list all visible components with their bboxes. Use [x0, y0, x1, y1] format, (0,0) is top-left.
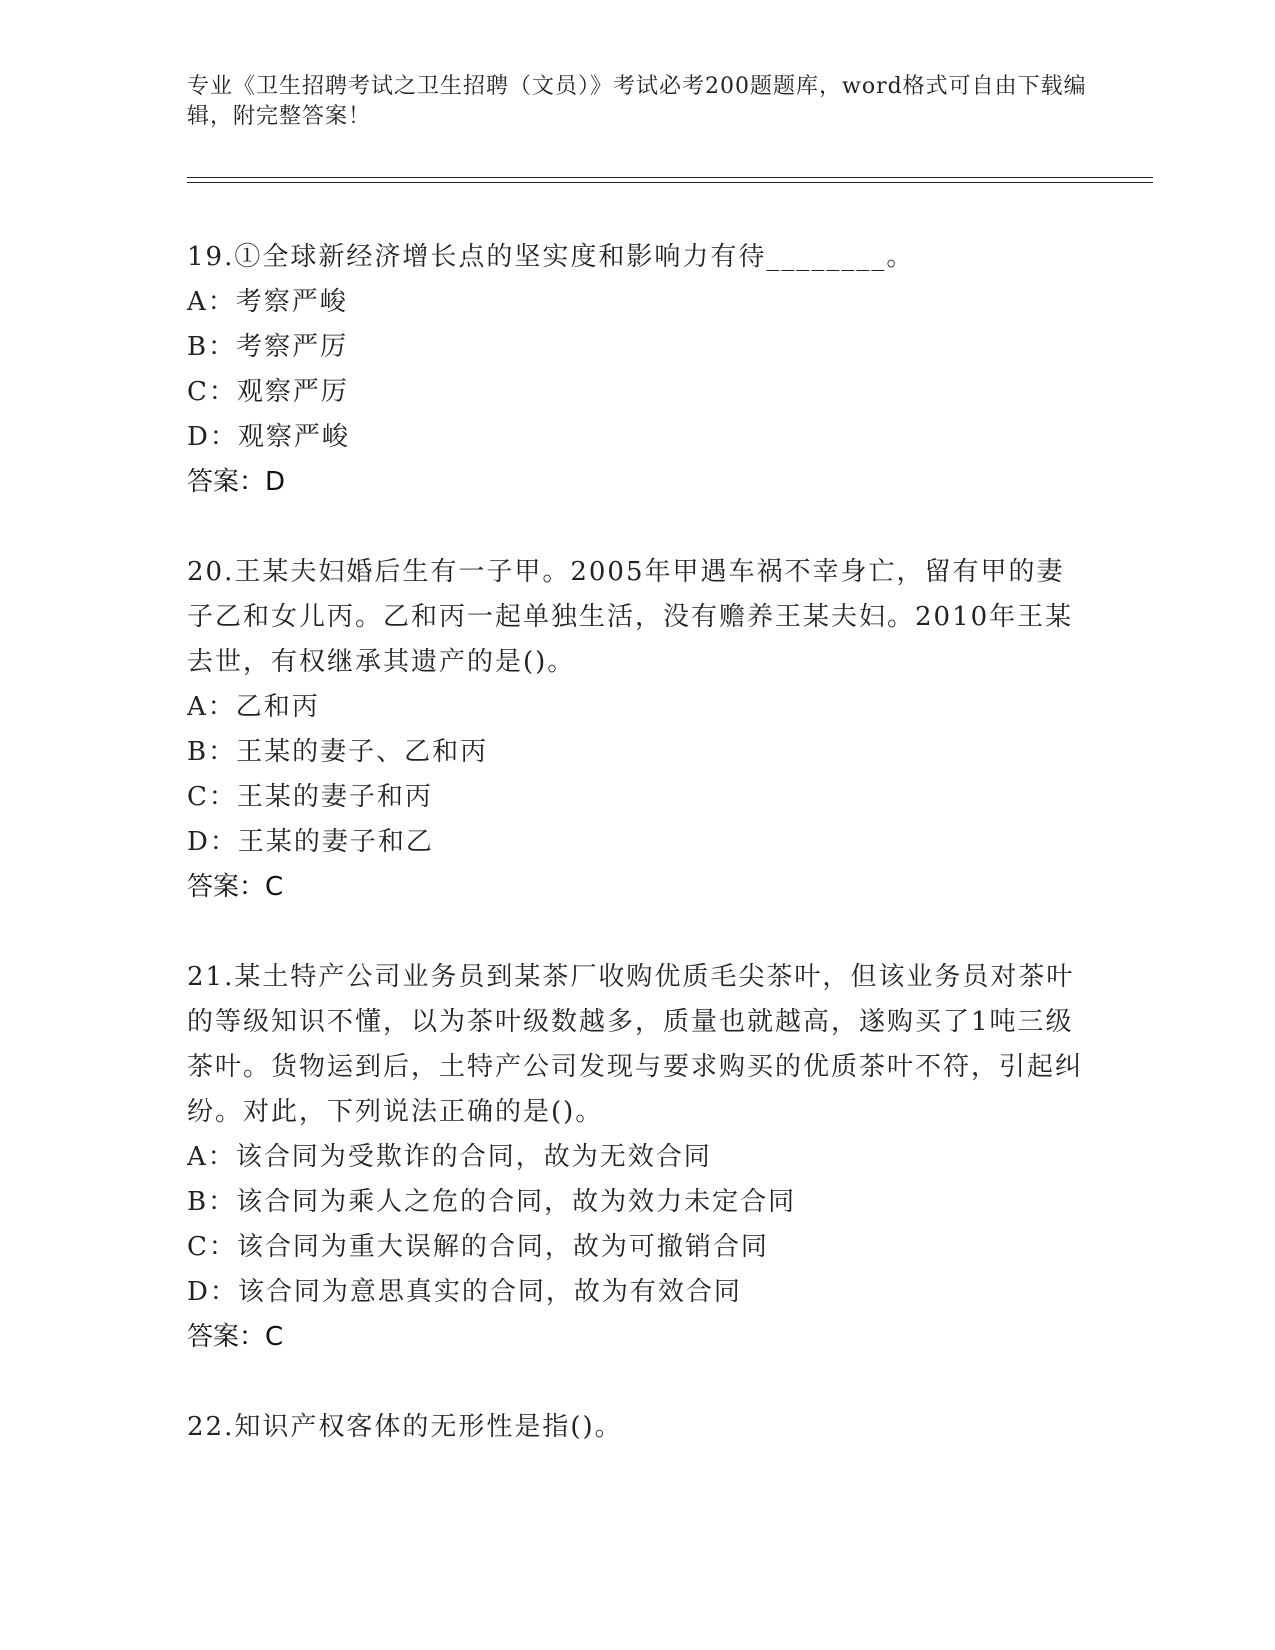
answer: 答案：D: [187, 467, 286, 497]
question-stem: 19.①全球新经济增长点的坚实度和影响力有待________。: [187, 242, 915, 272]
answer: 答案：C: [187, 872, 284, 902]
question-19: [187, 235, 1087, 505]
header-divider-top: [187, 177, 1153, 178]
option-d: D：该合同为意思真实的合同，故为有效合同: [187, 1277, 742, 1307]
question-stem: 22.知识产权客体的无形性是指()。: [187, 1412, 623, 1442]
document-intro: 专业《卫生招聘考试之卫生招聘（文员）》考试必考200题题库，word格式可自由下载编辑，附完整答案！: [187, 74, 1087, 129]
option-b: B：该合同为乘人之危的合同，故为效力未定合同: [187, 1187, 797, 1217]
option-a: A：该合同为受欺诈的合同，故为无效合同: [187, 1142, 712, 1172]
header-divider-bottom: [187, 182, 1153, 183]
option-b: B：考察严厉: [187, 332, 349, 362]
option-c: C：王某的妻子和丙: [187, 782, 433, 812]
question-stem: 20.王某夫妇婚后生有一子甲。2005年甲遇车祸不幸身亡，留有甲的妻子乙和女儿丙。乙和丙一起单独生活，没有赡养王某夫妇。2010年王某去世，有权继承其遗产的是()。: [187, 557, 1074, 677]
question-list: [187, 235, 1087, 1495]
question-21: [187, 955, 1087, 1360]
question-20: [187, 550, 1087, 910]
option-b: B：王某的妻子、乙和丙: [187, 737, 489, 767]
option-d: D：观察严峻: [187, 422, 350, 452]
answer: 答案：C: [187, 1322, 284, 1352]
question-22: [187, 1405, 1087, 1450]
option-c: C：该合同为重大误解的合同，故为可撤销合同: [187, 1232, 769, 1262]
option-d: D：王某的妻子和乙: [187, 827, 434, 857]
question-stem: 21.某土特产公司业务员到某茶厂收购优质毛尖茶叶，但该业务员对茶叶的等级知识不懂，以为茶叶级数越多，质量也就越高，遂购买了1吨三级茶叶。货物运到后，土特产公司发现与要求购买的优质茶叶不符，引起纠纷。对此，下列说法正确的是()。: [187, 962, 1084, 1127]
option-a: A：考察严峻: [187, 287, 348, 317]
option-c: C：观察严厉: [187, 377, 349, 407]
option-a: A：乙和丙: [187, 692, 320, 722]
